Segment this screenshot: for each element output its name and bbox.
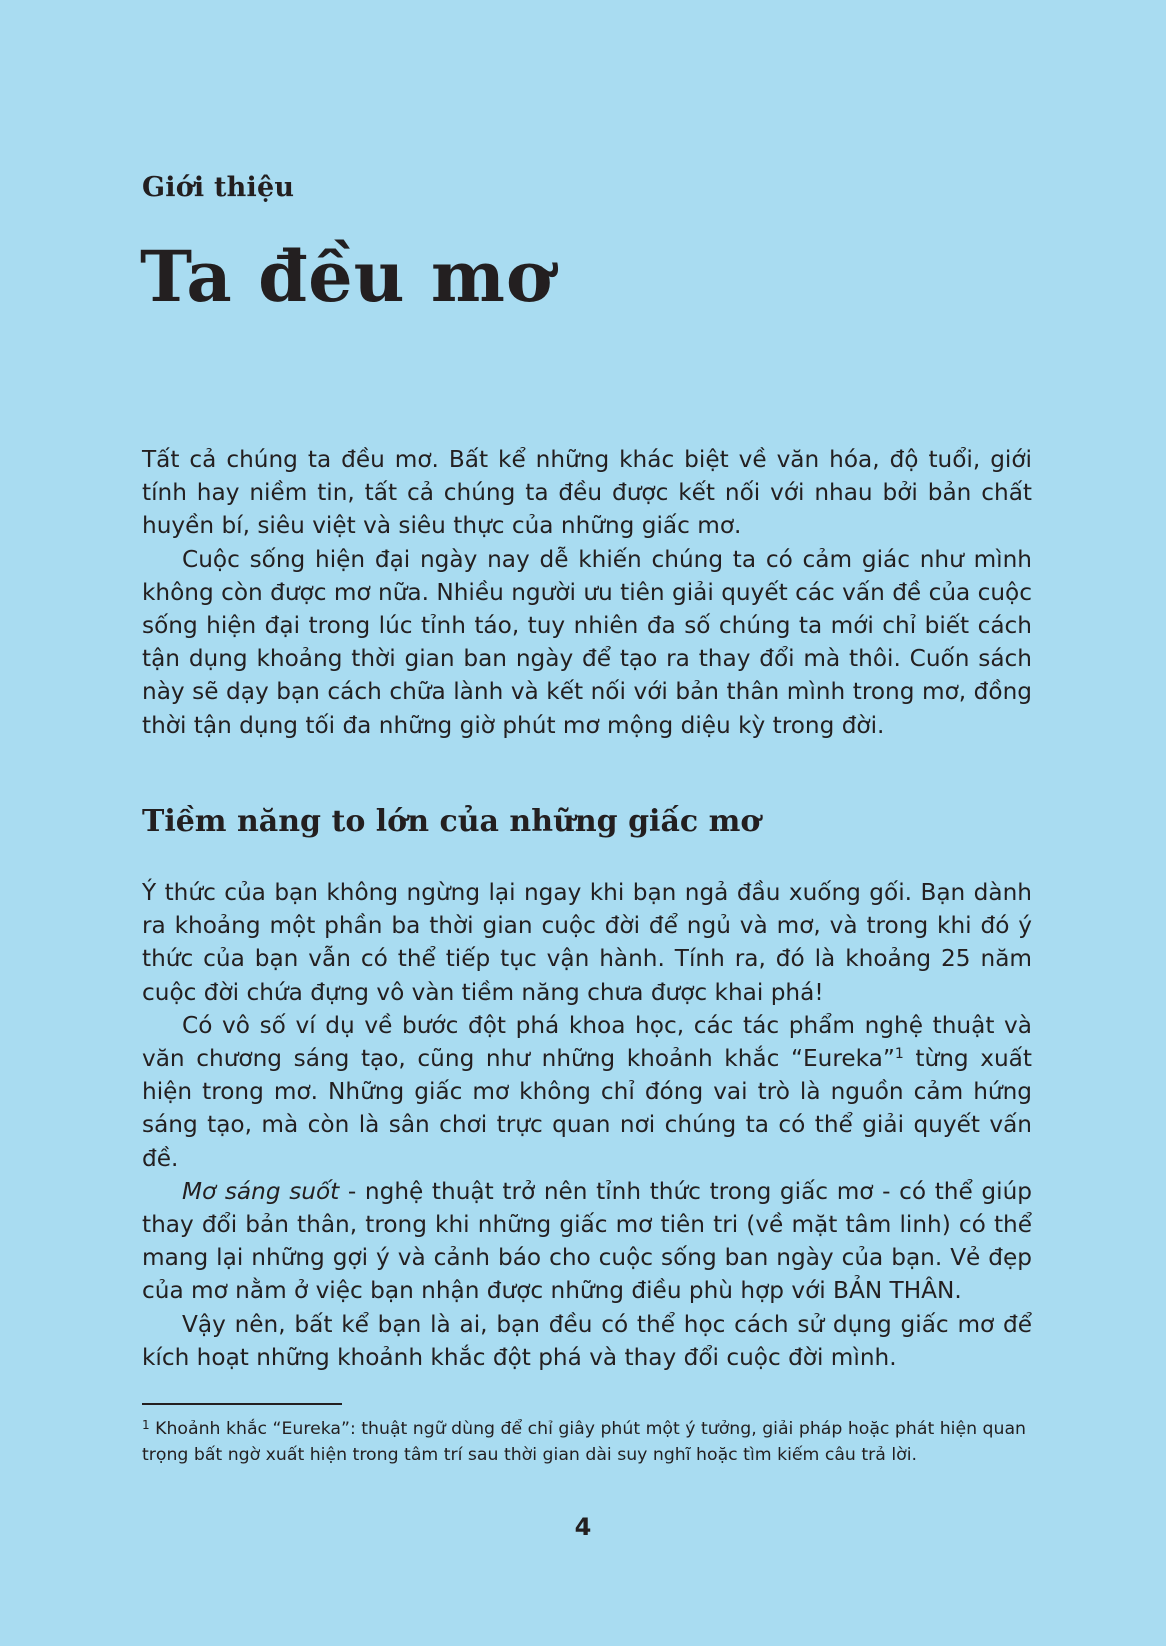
footnote-mark: 1 <box>142 1418 150 1432</box>
lucid-dreaming-term: Mơ sáng suốt <box>182 1177 340 1205</box>
section-paragraph-3-text: - nghệ thuật trở nên tỉnh thức trong giấc mơ - có thể giúp thay đổi bản thân, trong khi những giấc mơ tiên tri (về mặt tâm linh) có thể mang lại những gợi ý và cảnh báo cho cuộc sống ban ngày của bạn. Vẻ đẹp của mơ nằm ở việc bạn nhận được những điều phù hợp với BẢN THÂN. <box>142 1177 1032 1305</box>
intro-body <box>142 443 1032 742</box>
section-paragraph-2-text-a: Có vô số ví dụ về bước đột phá khoa học, các tác phẩm nghệ thuật và văn chương sáng tạo, cũng như những khoảnh khắc “Eureka” <box>142 1011 1032 1073</box>
intro-paragraph-2: Cuộc sống hiện đại ngày nay dễ khiến chúng ta có cảm giác như mình không còn được mơ nữa. Nhiều người ưu tiên giải quyết các vấn đề của cuộc sống hiện đại trong lúc tỉnh táo, tuy nhiên đa số chúng ta mới chỉ biết cách tận dụng khoảng thời gian ban ngày để tạo ra thay đổi mà thôi. Cuốn sách này sẽ dạy bạn cách chữa lành và kết nối với bản thân mình trong mơ, đồng thời tận dụng tối đa những giờ phút mơ mộng diệu kỳ trong đời. <box>142 545 1032 739</box>
chapter-title: Ta đều mơ <box>140 235 554 318</box>
page-number: 4 <box>574 1513 592 1541</box>
section-paragraph-2-text-b: từng xuất hiện trong mơ. Những giấc mơ không chỉ đóng vai trò là nguồn cảm hứng sáng tạo, mà còn là sân chơi trực quan nơi chúng ta có thể giải quyết vấn đề. <box>142 1045 1032 1172</box>
footnote-text: Khoảnh khắc “Eureka”: thuật ngữ dùng để chỉ giây phút một ý tưởng, giải pháp hoặc phát hiện quan trọng bất ngờ xuất hiện trong tâm trí sau thời gian dài suy nghĩ hoặc tìm kiếm câu trả lời. <box>142 1419 1027 1465</box>
footnote-divider <box>142 1403 342 1405</box>
section-heading: Tiềm năng to lớn của những giấc mơ <box>142 804 761 839</box>
chapter-kicker: Giới thiệu <box>142 172 295 203</box>
section-paragraph-3 <box>142 1175 1032 1308</box>
intro-paragraph-1: Tất cả chúng ta đều mơ. Bất kể những khác biệt về văn hóa, độ tuổi, giới tính hay niềm tin, tất cả chúng ta đều được kết nối với nhau bởi bản chất huyền bí, siêu việt và siêu thực của những giấc mơ. <box>142 446 1032 540</box>
footnote-reference: 1 <box>894 1046 904 1063</box>
section-paragraph-4: Vậy nên, bất kể bạn là ai, bạn đều có thể học cách sử dụng giấc mơ để kích hoạt những khoảnh khắc đột phá và thay đổi cuộc đời mình. <box>142 1310 1032 1371</box>
section-paragraph-1: Ý thức của bạn không ngừng lại ngay khi bạn ngả đầu xuống gối. Bạn dành ra khoảng một phần ba thời gian cuộc đời để ngủ và mơ, và trong khi đó ý thức của bạn vẫn có thể tiếp tục vận hành. Tính ra, đó là khoảng 25 năm cuộc đời chứa đựng vô vàn tiềm năng chưa được khai phá! <box>142 879 1032 1006</box>
section-body <box>142 876 1032 1374</box>
section-paragraph-2 <box>142 1009 1032 1175</box>
footnote <box>142 1412 1032 1468</box>
